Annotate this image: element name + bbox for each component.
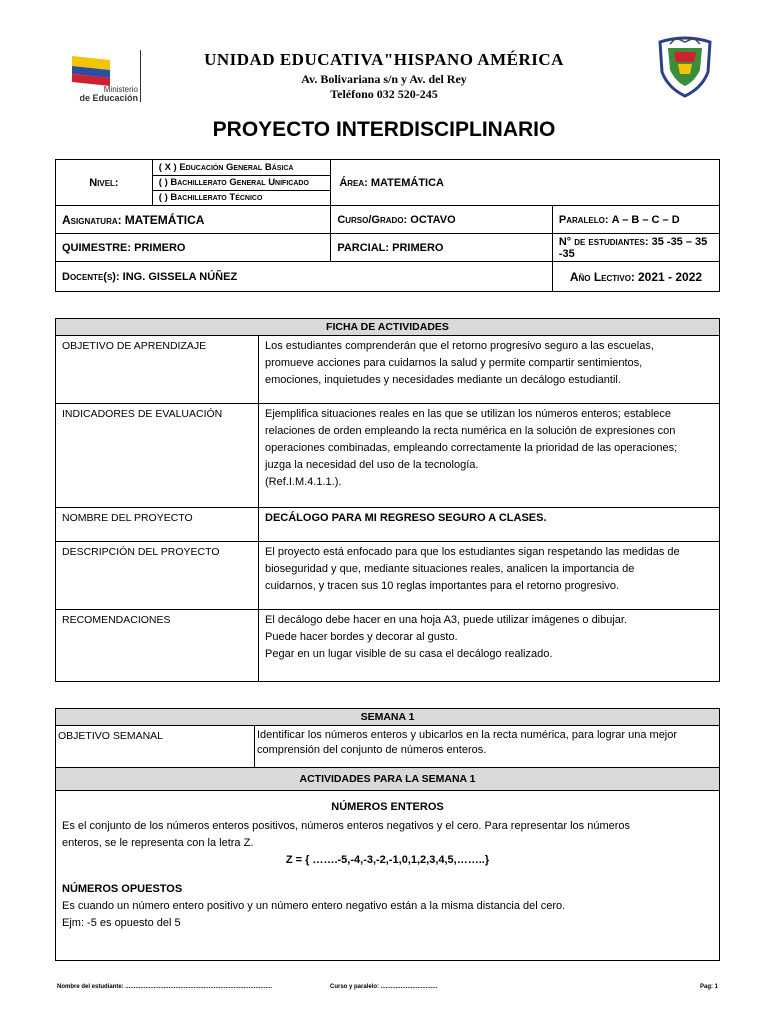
anio-value: 2021 - 2022 xyxy=(637,269,703,284)
curso-value: OCTAVO xyxy=(410,213,456,226)
project-name: DECÁLOGO PARA MI REGRESO SEGURO A CLASES. xyxy=(265,512,547,524)
estudiantes-value: 35 -35 – 35 -35 xyxy=(558,235,708,260)
nivel-option-bt: ( ) Bachillerato Técnico xyxy=(153,190,331,205)
row-line: Identificar los números enteros y ubicarlos en la recta numérica, para lograr una mejor xyxy=(257,729,678,741)
area-cell xyxy=(331,160,720,206)
footer-student: Nombre del estudiante: ........................................................................................ xyxy=(57,984,273,990)
quimestre-cell: QUIMESTRE: PRIMERO xyxy=(56,234,331,262)
semana-table xyxy=(55,708,720,961)
page-title: PROYECTO INTERDISCIPLINARIO xyxy=(212,118,556,141)
numeros-opuestos-title: NÚMEROS OPUESTOS xyxy=(62,883,183,895)
anio-cell xyxy=(552,262,719,292)
table-row xyxy=(56,404,720,508)
row-line: (Ref.I.M.4.1.1.). xyxy=(265,476,342,488)
z-formula: Z = { …….-5,-4,-3,-2,-1,0,1,2,3,4,5,……..} xyxy=(285,854,490,866)
actividades-title: ACTIVIDADES PARA LA SEMANA 1 xyxy=(56,768,720,791)
school-phone: Teléfono 032 520-245 xyxy=(330,87,438,101)
row-line: relaciones de orden empleando la recta numérica en la solución de expresiones con xyxy=(265,425,676,437)
paralelo-value: A – B – C – D xyxy=(611,213,680,226)
ficha-table xyxy=(55,318,720,682)
asignatura-value: MATEMÁTICA xyxy=(124,212,205,227)
row-line: operaciones combinadas, empleando correctamente la prioridad de las operaciones; xyxy=(265,442,678,454)
ficha-title: FICHA DE ACTIVIDADES xyxy=(56,319,720,336)
table-row xyxy=(56,726,720,768)
nivel-option-egb: ( X ) Educación General Básica xyxy=(153,161,331,176)
table-row xyxy=(56,791,720,961)
paragraph-line: Ejm: -5 es opuesto del 5 xyxy=(62,917,181,929)
row-line: bioseguridad y que, mediante situaciones reales, analicen la importancia de xyxy=(265,563,635,575)
nivel-label: Nivel: xyxy=(89,176,119,189)
row-label: INDICADORES DE EVALUACIÓN xyxy=(56,404,259,508)
row-content xyxy=(259,404,720,508)
anio-label: Año Lectivo: xyxy=(569,269,635,284)
row-label: NOMBRE DEL PROYECTO xyxy=(56,508,259,542)
info-table xyxy=(55,159,720,292)
footer-course: Curso y paralelo: .................................. xyxy=(330,984,438,990)
row-line: comprensión del conjunto de números enteros. xyxy=(257,744,487,756)
docente-label: Docente(s): xyxy=(62,270,120,283)
row-label: DESCRIPCIÓN DEL PROYECTO xyxy=(56,542,259,610)
row-content xyxy=(259,610,720,682)
nivel-cell xyxy=(56,160,153,206)
row-line: promueve acciones para cuidarnos la salud y permite compartir sentimientos, xyxy=(265,357,643,369)
row-line: El decálogo debe hacer en una hoja A3, puede utilizar imágenes o dibujar. xyxy=(265,614,628,626)
paralelo-label: Paralelo: xyxy=(558,213,609,226)
row-line: cuidarnos, y tracen sus 10 reglas importantes para el retorno progresivo. xyxy=(265,580,620,592)
paragraph-line: Es cuando un número entero positivo y un número entero negativo están a la misma distancia del cero. xyxy=(62,900,566,912)
row-line: El proyecto está enfocado para que los estudiantes sigan respetando las medidas de xyxy=(265,546,680,558)
table-row xyxy=(56,336,720,404)
row-label: OBJETIVO DE APRENDIZAJE xyxy=(56,336,259,404)
docente-value: ING. GISSELA NÚÑEZ xyxy=(122,270,238,283)
curso-cell xyxy=(331,206,553,234)
estudiantes-cell xyxy=(552,234,719,262)
row-content xyxy=(255,726,720,768)
table-row xyxy=(56,542,720,610)
ministry-logo-text: Ministerio de Educación xyxy=(79,85,138,103)
footer-page: Pag: 1 xyxy=(700,984,719,990)
nivel-options xyxy=(153,161,331,205)
row-line: Los estudiantes comprenderán que el retorno progresivo seguro a las escuelas, xyxy=(265,340,654,352)
numeros-enteros-title: NÚMEROS ENTEROS xyxy=(331,801,444,813)
asignatura-cell xyxy=(56,206,331,234)
area-value: MATEMÁTICA xyxy=(370,176,444,189)
row-label: RECOMENDACIONES xyxy=(56,610,259,682)
row-content xyxy=(259,542,720,610)
docente-cell xyxy=(56,262,553,292)
row-label: OBJETIVO SEMANAL xyxy=(56,726,255,768)
curso-label: Curso/Grado: xyxy=(337,213,408,226)
semana-title: SEMANA 1 xyxy=(56,709,720,726)
nivel-option-bgu: ( ) Bachillerato General Unificado xyxy=(153,175,331,190)
row-line: emociones, inquietudes y necesidades mediante un decálogo estudiantil. xyxy=(265,374,621,386)
row-line: Ejemplifica situaciones reales en las que se utilizan los números enteros; establece xyxy=(265,408,671,420)
estudiantes-label: N° de estudiantes: xyxy=(558,235,649,248)
parcial-cell: PARCIAL: PRIMERO xyxy=(331,234,553,262)
school-name: UNIDAD EDUCATIVA"HISPANO AMÉRICA xyxy=(204,50,564,69)
school-address: Av. Bolivariana s/n y Av. del Rey xyxy=(301,72,467,86)
paragraph-line: Es el conjunto de los números enteros positivos, números enteros negativos y el cero. Para representar los números xyxy=(62,820,631,832)
paragraph-line: enteros, se le representa con la letra Z. xyxy=(62,837,254,849)
row-line: juzga la necesidad del uso de la tecnología. xyxy=(265,459,479,471)
area-label: Área: xyxy=(339,176,368,189)
table-row xyxy=(56,508,720,542)
row-line: Pegar en un lugar visible de su casa el decálogo realizado. xyxy=(265,648,553,660)
row-content xyxy=(259,508,720,542)
actividades-content xyxy=(56,791,720,961)
asignatura-label: Asignatura: xyxy=(62,212,122,227)
row-line: Puede hacer bordes y decorar al gusto. xyxy=(265,631,458,643)
table-row xyxy=(56,610,720,682)
nivel-options-cell xyxy=(152,160,331,206)
row-content xyxy=(259,336,720,404)
paralelo-cell xyxy=(552,206,719,234)
